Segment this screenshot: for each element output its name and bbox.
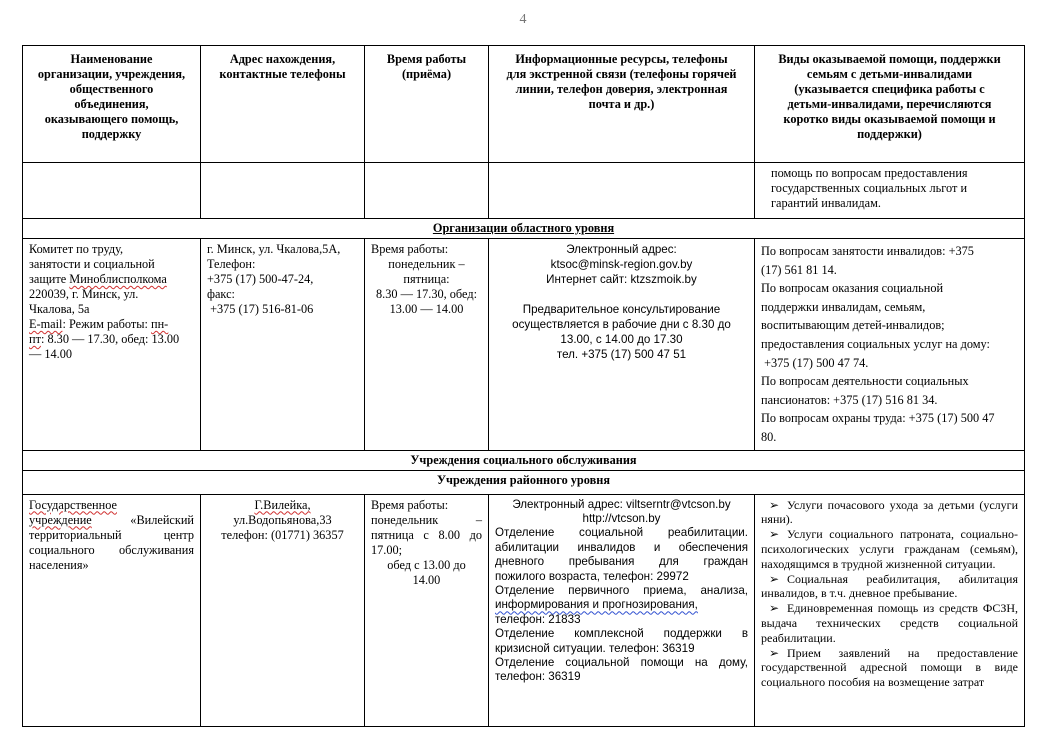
arrow-bullet-icon: ➢ [768,601,780,616]
continuation-row [23,163,1025,219]
help-item: ➢ Социальная реабилитация, абилитация инвалидов, в т.ч. дневное пребывание. [761,571,1018,601]
arrow-bullet-icon: ➢ [768,497,780,512]
continuation-cell-3 [365,163,489,219]
vileyka-name-cell: Государственное учреждение «Вилейский территориальный центр социального обслуживания населения» [23,494,201,726]
committee-address-cell: г. Минск, ул. Чкалова,5А, Телефон: +375 (17) 500-47-24, факс: +375 (17) 516-81-06 [201,239,365,451]
header-row [23,46,1025,163]
vileyka-email-link[interactable]: Электронный адрес: viltserntr@vtcson.by [512,497,731,511]
header-resources: Информационные ресурсы, телефоны для экстренной связи (телефоны горячей линии, телефон доверия, электронная почта и др.) [489,46,755,163]
section-row-district [23,470,1025,494]
committee-name-cell: Комитет по труду, занятости и социальной защите Миноблисполкома 220039, г. Минск, ул. Чкалова, 5а E-mail: Режим работы: пн- пт: 8.30 — 17.30, обед: 13.00 — 14.00 [23,239,201,451]
arrow-bullet-icon: ➢ [768,645,780,660]
help-item: ➢ Прием заявлений на предоставление государственной адресной помощи в виде социального пособия на возмещение затрат [761,645,1018,690]
continuation-cell-4 [489,163,755,219]
table-row-vileyka [23,494,1025,726]
committee-website-link[interactable]: Интернет сайт: ktzszmoik.by [546,273,697,286]
header-hours: Время работы (приёма) [365,46,489,163]
committee-resources-cell: Электронный адрес: ktsoc@minsk-region.gov.by Интернет сайт: ktzszmoik.by Предварительное консультирование осуществляется в рабочие дни с 8.30 до 13.00, с 14.00 до 17.30 тел. +375 (17) 500 47 51 [489,239,755,451]
vileyka-help-cell [755,494,1025,726]
continuation-help-cell: помощь по вопросам предоставления государственных социальных льгот и гарантий инвалидам. [755,163,1025,219]
table-row-committee [23,239,1025,451]
help-item: ➢ Единовременная помощь из средств ФСЗН, выдача технических средств социальной реабилитации. [761,601,1018,645]
vileyka-address-cell: Г.Вилейка, ул.Водопьянова,33 телефон: (01771) 36357 [201,494,365,726]
vileyka-website-link[interactable]: http://vtcson.by [582,511,661,525]
help-item: ➢ Услуги почасового ухода за детьми (услуги няни). [761,497,1018,527]
help-item: ➢ Услуги социального патроната, социально-психологических услуги гражданам (семьям), находящимся в трудной жизненной ситуации. [761,527,1018,571]
committee-help-cell: По вопросам занятости инвалидов: +375 (17) 561 81 14. По вопросам оказания социальной поддержки инвалидам, семьям, воспитывающим детей-инвалидов; предоставления социальных услуг на дому: +375 (17) 500 47 74. По вопросам деятельности социальных пансионатов: +375 (17) 516 81 34. По вопросам охраны труда: +375 (17) 500 47 80. [755,239,1025,451]
section-row-social-services [23,450,1025,470]
continuation-cell-2 [201,163,365,219]
section-title-social-services: Учреждения социального обслуживания [23,450,1025,470]
vileyka-hours-cell: Время работы: понедельник – пятница с 8.00 до 17.00; обед с 13.00 до 14.00 [365,494,489,726]
header-organization: Наименование организации, учреждения, общественного объединения, оказывающего помощь, поддержку [23,46,201,163]
section-row-regional [23,219,1025,239]
section-title-district: Учреждения районного уровня [23,470,1025,494]
page-number: 4 [519,12,527,27]
committee-hours-cell: Время работы: понедельник – пятница: 8.30 — 17.30, обед: 13.00 — 14.00 [365,239,489,451]
header-help-types: Виды оказываемой помощи, поддержки семьям с детьми-инвалидами (указывается специфика работы с детьми-инвалидами, перечисляются коротко виды оказываемой помощи и поддержки) [755,46,1025,163]
arrow-bullet-icon: ➢ [768,527,780,542]
continuation-cell-1 [23,163,201,219]
organizations-table [22,45,1025,727]
header-address: Адрес нахождения, контактные телефоны [201,46,365,163]
committee-email-link[interactable]: ktsoc@minsk-region.gov.by [550,258,693,271]
section-title-regional: Организации областного уровня [23,219,1025,239]
vileyka-resources-cell: Электронный адрес: viltserntr@vtcson.by http://vtcson.by Отделение социальной реабилитации. абилитации инвалидов и обеспечения дневного пребывания для граждан пожилого возраста, телефон: 29972 Отделение первичного приема, анализа, информирования и прогнозирования, телефон: 21833 Отделение комплексной поддержки в кризисной ситуации. телефон: 36319 Отделение социальной помощи на дому, телефон: 36319 [489,494,755,726]
arrow-bullet-icon: ➢ [768,571,780,586]
